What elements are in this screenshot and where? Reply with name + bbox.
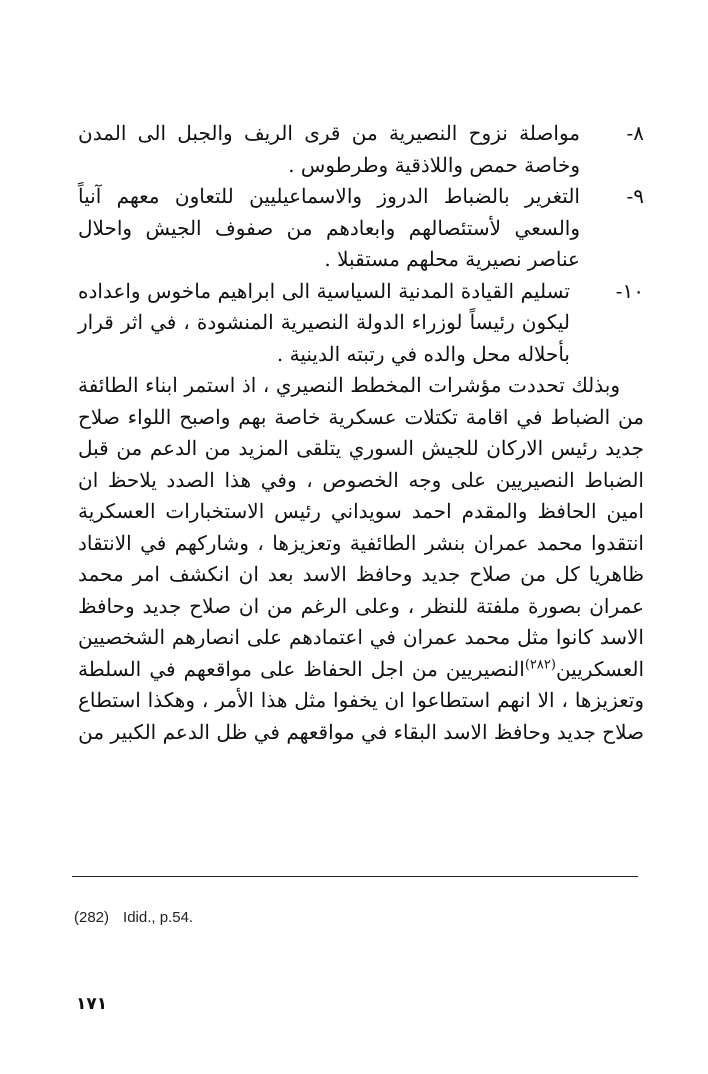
list-item-text: التغرير بالضباط الدروز والاسماعيليين للتعاون معهم آنياً والسعي لأستئصالهم وابعادهم من صفوف الجيش واحلال عناصر نصيرية محلهم مستقبلا . xyxy=(78,184,580,271)
list-item-number: ٨- xyxy=(626,121,644,145)
list-item-text: تسليم القيادة المدنية السياسية الى ابراهيم ماخوس واعداده ليكون رئيساً لوزراء الدولة النصيرية المنشودة ، في اثر قرار بأحلاله محل والده في رتبته الدينية . xyxy=(78,278,571,366)
list-item-number: ٩- xyxy=(626,184,644,208)
paragraph-text-before-ref: وبذلك تحددت مؤشرات المخطط النصيري ، اذ استمر ابناء الطائفة من الضباط في اقامة تكتلات عسكرية خاصة بهم واصبح اللواء صلاح جديد رئيس الاركان للجيش السوري يتلقى المزيد من الدعم من قبل الضباط النصيريين على وجه الخصوص ، وفي هذا الصدد يلاحظ ان امين الحافظ والمقدم احمد سويداني رئيس الاستخبارات العسكرية انتقدوا محمد عمران بنشر الطائفية وتعزيزها ، وشاركهم في الانتقاد ظاهريا كل من صلاح جديد وحافظ الاسد بعد ان انكشف امر محمد عمران بصورة ملفتة للنظر ، وعلى الرغم من ان صلاح جديد وحافظ الاسد كانوا مثل محمد عمران في اعتمادهم على انصارهم الشخصيين العسكريين xyxy=(78,373,644,681)
body-paragraph xyxy=(78,370,644,748)
list-item xyxy=(78,118,644,181)
footnote-divider xyxy=(72,876,638,877)
paragraph-text-after-ref: النصيريين من اجل الحفاظ على مواقعهم في السلطة وتعزيزها ، الا انهم استطاعوا ان يخفوا مثل هذا الأمر ، وهكذا استطاع صلاح جديد وحافظ الاسد البقاء في مواقعهم في ظل الدعم الكبير من xyxy=(78,656,644,744)
footnote-number: (282) xyxy=(74,909,110,926)
footnote xyxy=(74,909,193,926)
footnote-reference: (٢٨٢) xyxy=(524,656,556,672)
page-number: ١٧١ xyxy=(76,994,108,1014)
footnote-text: Idid., p.54. xyxy=(123,909,194,926)
main-text xyxy=(78,118,644,748)
list-item-number: ١٠- xyxy=(615,278,644,303)
list-item xyxy=(78,276,644,371)
list-item-text: مواصلة نزوح النصيرية من قرى الريف والجبل الى المدن وخاصة حمص واللاذقية وطرطوس . xyxy=(78,121,580,177)
list-item xyxy=(78,181,644,276)
